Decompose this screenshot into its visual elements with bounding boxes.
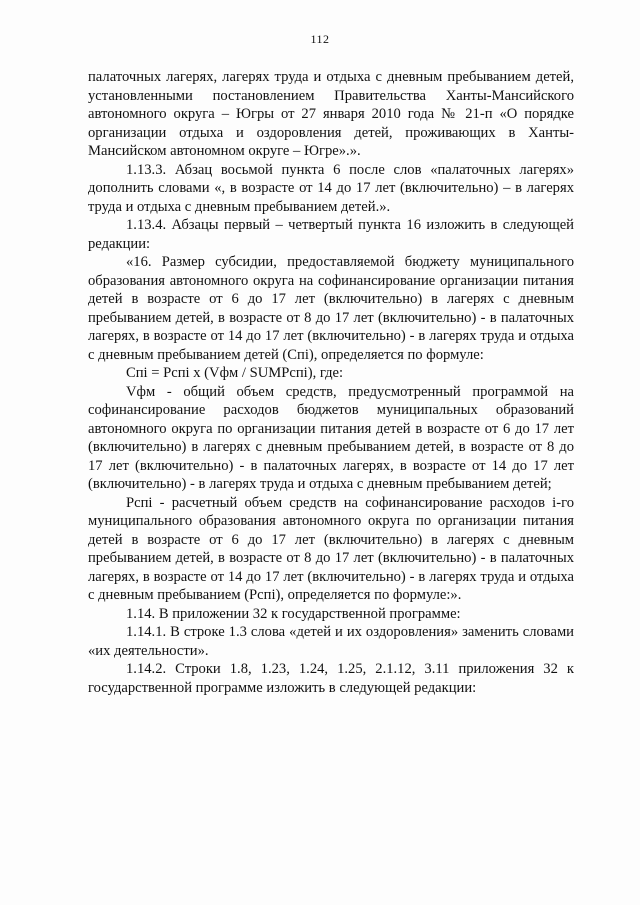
paragraph-1-14-2: 1.14.2. Строки 1.8, 1.23, 1.24, 1.25, 2.1.12, 3.11 приложения 32 к государственной программе изложить в следующей редакции: [88,661,574,696]
formula-line: Спі = Рспі х (Vфм / SUMРспі), где: [126,365,344,381]
paragraph-1-14: 1.14. В приложении 32 к государственной программе: [126,605,461,622]
paragraph-1-14-1: 1.14.1. В строке 1.3 слова «детей и их оздоровления» заменить словами «их деятельности». [88,624,574,659]
page-number: 112 [310,32,330,46]
paragraph-rspi-definition: Рспі - расчетный объем средств на софинансирование расходов і-го муниципального образования автономного округа по организации питания детей в возрасте от 6 до 17 лет (включительно) в лагерях с дневным пребыванием детей, в возрасте от 8 до 17 лет (включительно) - в палаточных лагерях, в возрасте от 14 до 17 лет (включительно) - в лагерях труда и отдыха с дневным пребыванием (Рспі), определяется по формуле:». [88,494,574,603]
paragraph-1-13-3: 1.13.3. Абзац восьмой пункта 6 после слов «палаточных лагерях» дополнить словами «, в возрасте от 14 до 17 лет (включительно) – в лагерях труда и отдыха с дневным пребыванием детей.». [88,161,574,215]
document-body [88,68,574,697]
paragraph-vfm-definition: Vфм - общий объем средств, предусмотренный программой на софинансирование расходов бюджетов муниципальных образований автономного округа по организации питания детей в возрасте от 6 до 17 лет (включительно) в лагерях с дневным пребыванием детей, в возрасте от 8 до 17 лет (включительно) - в палаточных лагерях, в возрасте от 14 до 17 лет (включительно) - в лагерях труда и отдыха с дневным пребыванием детей; [88,383,574,492]
paragraph-1-13-4: 1.13.4. Абзацы первый – четвертый пункта 16 изложить в следующей редакции: [88,217,574,252]
paragraph-continuation: палаточных лагерях, лагерях труда и отдыха с дневным пребыванием детей, установленными постановлением Правительства Ханты-Мансийского автономного округа – Югры от 27 января 2010 года № 21-п «О порядке организации отдыха и оздоровления детей, проживающих в Ханты-Мансийском автономном округе – Югре».». [88,69,574,159]
paragraph-item-16: «16. Размер субсидии, предоставляемой бюджету муниципального образования автономного округа на софинансирование организации питания детей в возрасте от 6 до 17 лет (включительно) в лагерях с дневным пребыванием детей, в возрасте от 8 до 17 лет (включительно) - в палаточных лагерях, в возрасте от 14 до 17 лет (включительно) - в лагерях труда и отдыха с дневным пребыванием детей (Спі), определяется по формуле: [88,254,574,363]
